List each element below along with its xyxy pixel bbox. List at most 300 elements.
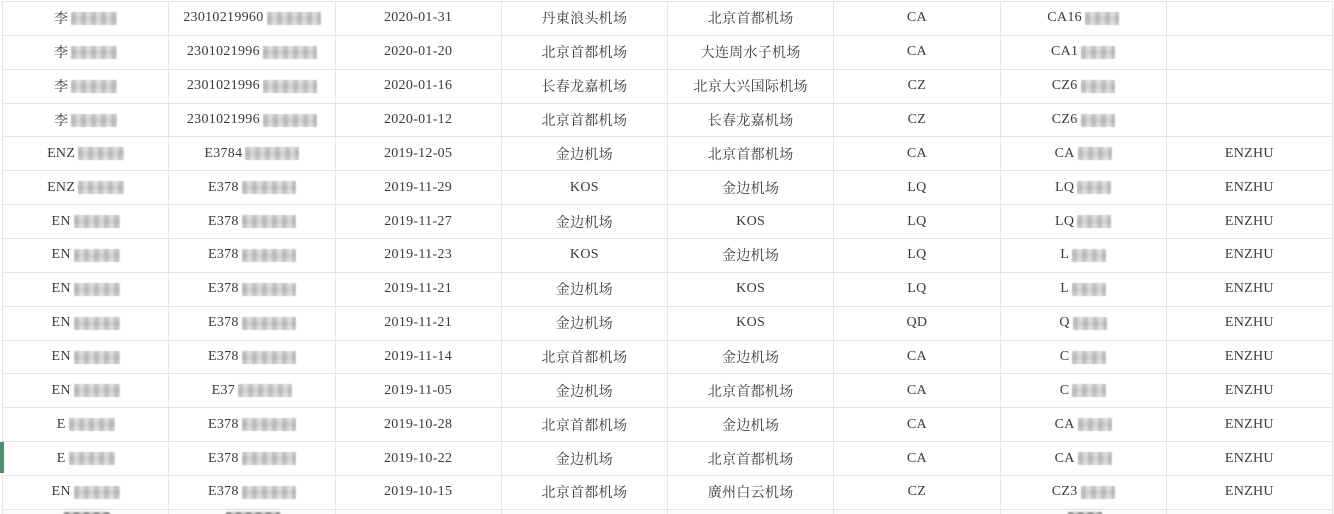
redacted-name-blob <box>74 486 120 499</box>
departure-airport-text: 北京首都机场 <box>541 351 628 367</box>
redacted-id-blob <box>263 80 317 93</box>
cell-passenger-code[interactable] <box>1167 171 1333 204</box>
airline-code-text: CA <box>906 44 927 60</box>
cell-airline-code[interactable] <box>834 307 1000 340</box>
redacted-flight-blob <box>1078 452 1112 465</box>
cell-flight-number[interactable] <box>1001 341 1167 374</box>
cell-passenger-code[interactable] <box>1167 341 1333 374</box>
cell-flight-number[interactable] <box>1001 239 1167 272</box>
departure-airport-text: 金边机场 <box>555 317 613 333</box>
flight-date-text: 2019-11-21 <box>384 315 453 331</box>
cell-airline-code[interactable] <box>834 36 1000 69</box>
airline-code-text: QD <box>906 315 928 331</box>
cell-flight-number[interactable] <box>1001 510 1167 514</box>
cell-arrival-airport[interactable] <box>668 510 834 514</box>
arrival-airport-text: 北京首都机场 <box>707 452 794 468</box>
flight-date-text: 2020-01-20 <box>383 44 453 60</box>
cell-flight-date[interactable] <box>336 104 502 137</box>
airline-code-text: CA <box>906 349 927 365</box>
arrival-airport-text: 金边机场 <box>722 249 780 265</box>
document-number-text: E378 <box>207 450 239 466</box>
departure-airport-text: KOS <box>569 247 599 263</box>
redacted-name-blob <box>74 283 120 296</box>
passenger-code-text: ENZHU <box>1224 416 1274 432</box>
cell-passenger-code[interactable] <box>1167 36 1333 69</box>
flight-date-text: 2019-10-28 <box>383 416 453 432</box>
flight-number-text: CA <box>1054 416 1075 432</box>
flight-number-text: C <box>1059 349 1070 365</box>
redacted-name-blob <box>74 317 120 330</box>
cell-arrival-airport[interactable] <box>668 137 834 170</box>
cell-arrival-airport[interactable] <box>668 239 834 272</box>
redacted-name-blob <box>71 80 117 93</box>
flight-date-text: 2019-11-27 <box>384 213 453 229</box>
redacted-flight-blob <box>1073 317 1107 330</box>
cell-departure-airport[interactable] <box>502 137 668 170</box>
cell-flight-date[interactable] <box>336 205 502 238</box>
document-number-text: 2301021996 <box>186 44 260 60</box>
document-number-text: 2301021996 <box>186 78 260 94</box>
cell-passenger-code[interactable] <box>1167 374 1333 407</box>
cell-flight-date[interactable] <box>336 307 502 340</box>
cell-flight-number[interactable] <box>1001 408 1167 441</box>
cell-passenger-code[interactable] <box>1167 442 1333 475</box>
redacted-name-blob <box>74 249 120 262</box>
airline-code-text: CZ <box>907 484 927 500</box>
flight-date-text: 2019-11-21 <box>384 281 453 297</box>
redacted-name-blob <box>74 384 120 397</box>
cell-passenger-name[interactable] <box>3 104 169 137</box>
flight-number-text: C <box>1059 382 1070 398</box>
departure-airport-text: 北京首都机场 <box>541 418 628 434</box>
cell-document-number[interactable] <box>169 2 335 35</box>
cell-document-number[interactable] <box>169 137 335 170</box>
redacted-flight-blob <box>1085 12 1119 25</box>
passenger-name-text: ENZ <box>47 145 76 161</box>
cell-document-number[interactable] <box>169 70 335 103</box>
redacted-name-blob <box>74 215 120 228</box>
cell-document-number[interactable] <box>169 374 335 407</box>
cell-flight-date[interactable] <box>336 239 502 272</box>
flight-number-text: Q <box>1059 315 1070 331</box>
cell-arrival-airport[interactable] <box>668 104 834 137</box>
redacted-name-blob <box>78 147 124 160</box>
document-number-text: E378 <box>207 349 239 365</box>
redacted-name-blob <box>71 114 117 127</box>
flight-number-text: CZ6 <box>1051 78 1078 94</box>
passenger-name-text: EN <box>51 349 71 365</box>
redacted-id-blob <box>263 114 317 127</box>
passenger-name-text: 李 <box>53 12 69 28</box>
arrival-airport-text: 北京大兴国际机场 <box>693 80 808 96</box>
table-row[interactable] <box>3 476 1333 510</box>
cell-document-number[interactable] <box>169 510 335 514</box>
flight-date-text: 2019-10-22 <box>383 450 453 466</box>
passenger-name-text: 李 <box>53 80 69 96</box>
arrival-airport-text: KOS <box>736 213 766 229</box>
departure-airport-text: KOS <box>569 179 599 195</box>
redacted-name-blob <box>78 181 124 194</box>
cell-flight-number[interactable] <box>1001 307 1167 340</box>
departure-airport-text: 北京首都机场 <box>541 486 628 502</box>
cell-passenger-code[interactable] <box>1167 510 1333 514</box>
passenger-name-text: EN <box>51 247 71 263</box>
cell-passenger-code[interactable] <box>1167 307 1333 340</box>
cell-airline-code[interactable] <box>834 510 1000 514</box>
passenger-name-text: EN <box>51 315 71 331</box>
cell-passenger-name[interactable] <box>3 36 169 69</box>
departure-airport-text: 金边机场 <box>555 452 613 468</box>
cell-passenger-name[interactable] <box>3 442 169 475</box>
cell-flight-date[interactable] <box>336 36 502 69</box>
flight-date-text: 2019-11-29 <box>384 179 453 195</box>
cell-arrival-airport[interactable] <box>668 476 834 509</box>
cell-flight-date[interactable] <box>336 70 502 103</box>
cell-airline-code[interactable] <box>834 171 1000 204</box>
flight-number-text: CA1 <box>1050 44 1079 60</box>
airline-code-text: CA <box>906 382 927 398</box>
cell-passenger-name[interactable] <box>3 476 169 509</box>
arrival-airport-text: KOS <box>736 281 766 297</box>
cell-passenger-name[interactable] <box>3 273 169 306</box>
flight-number-text: CA <box>1054 145 1075 161</box>
cell-passenger-name[interactable] <box>3 408 169 441</box>
passenger-code-text: ENZHU <box>1224 484 1274 500</box>
redacted-flight-blob <box>1072 283 1106 296</box>
cell-flight-date[interactable] <box>336 510 502 514</box>
cell-arrival-airport[interactable] <box>668 408 834 441</box>
arrival-airport-text: 北京首都机场 <box>707 147 794 163</box>
cell-arrival-airport[interactable] <box>668 2 834 35</box>
passenger-code-text: ENZHU <box>1224 281 1274 297</box>
flight-number-text: L <box>1060 281 1070 297</box>
flight-number-text: CZ3 <box>1051 484 1078 500</box>
cell-passenger-code[interactable] <box>1167 205 1333 238</box>
cell-passenger-code[interactable] <box>1167 2 1333 35</box>
selected-row-indicator <box>0 442 4 473</box>
redacted-id-blob <box>242 317 296 330</box>
passenger-name-text: EN <box>51 382 71 398</box>
passenger-code-text: ENZHU <box>1224 315 1274 331</box>
cell-flight-number[interactable] <box>1001 374 1167 407</box>
cell-departure-airport[interactable] <box>502 408 668 441</box>
cell-document-number[interactable] <box>169 36 335 69</box>
table-row-partial[interactable] <box>3 510 1333 514</box>
cell-document-number[interactable] <box>169 205 335 238</box>
document-number-text: E378 <box>207 179 239 195</box>
passenger-name-text: EN <box>51 281 71 297</box>
cell-arrival-airport[interactable] <box>668 307 834 340</box>
cell-arrival-airport[interactable] <box>668 273 834 306</box>
cell-arrival-airport[interactable] <box>668 341 834 374</box>
cell-flight-date[interactable] <box>336 171 502 204</box>
cell-departure-airport[interactable] <box>502 171 668 204</box>
cell-airline-code[interactable] <box>834 205 1000 238</box>
cell-departure-airport[interactable] <box>502 476 668 509</box>
cell-departure-airport[interactable] <box>502 70 668 103</box>
redacted-id-blob <box>242 215 296 228</box>
cell-departure-airport[interactable] <box>502 2 668 35</box>
cell-arrival-airport[interactable] <box>668 36 834 69</box>
cell-passenger-name[interactable] <box>3 137 169 170</box>
cell-flight-date[interactable] <box>336 374 502 407</box>
redacted-flight-blob <box>1081 46 1115 59</box>
cell-airline-code[interactable] <box>834 70 1000 103</box>
passenger-name-text: E <box>56 416 66 432</box>
cell-document-number[interactable] <box>169 239 335 272</box>
cell-passenger-name[interactable] <box>3 2 169 35</box>
flight-date-text: 2019-10-15 <box>383 484 453 500</box>
passenger-name-text: EN <box>51 213 71 229</box>
table-row[interactable] <box>3 36 1333 70</box>
cell-passenger-code[interactable] <box>1167 104 1333 137</box>
redacted-flight-blob <box>1077 215 1111 228</box>
arrival-airport-text: KOS <box>736 315 766 331</box>
redacted-name-blob <box>69 452 115 465</box>
cell-departure-airport[interactable] <box>502 510 668 514</box>
airline-code-text: LQ <box>907 281 927 297</box>
table-row[interactable] <box>3 70 1333 104</box>
cell-passenger-code[interactable] <box>1167 239 1333 272</box>
redacted-flight-blob <box>1078 147 1112 160</box>
cell-passenger-name[interactable] <box>3 70 169 103</box>
table-grid <box>2 1 1333 514</box>
cell-departure-airport[interactable] <box>502 341 668 374</box>
redacted-name-blob <box>74 351 120 364</box>
redacted-flight-blob <box>1081 114 1115 127</box>
passenger-name-text: E <box>56 450 66 466</box>
cell-departure-airport[interactable] <box>502 104 668 137</box>
passenger-code-text: ENZHU <box>1224 213 1274 229</box>
flight-date-text: 2019-11-14 <box>384 349 453 365</box>
redacted-id-blob <box>242 351 296 364</box>
departure-airport-text: 长春龙嘉机场 <box>541 80 628 96</box>
cell-flight-date[interactable] <box>336 273 502 306</box>
cell-document-number[interactable] <box>169 442 335 475</box>
cell-passenger-code[interactable] <box>1167 70 1333 103</box>
cell-airline-code[interactable] <box>834 137 1000 170</box>
table-row[interactable] <box>3 307 1333 341</box>
cell-flight-date[interactable] <box>336 2 502 35</box>
flight-number-text: CA16 <box>1047 10 1082 26</box>
cell-departure-airport[interactable] <box>502 442 668 475</box>
cell-flight-date[interactable] <box>336 341 502 374</box>
cell-flight-number[interactable] <box>1001 70 1167 103</box>
cell-flight-number[interactable] <box>1001 137 1167 170</box>
cell-passenger-code[interactable] <box>1167 408 1333 441</box>
redacted-id-blob <box>242 486 296 499</box>
cell-passenger-name[interactable] <box>3 205 169 238</box>
redacted-id-blob <box>242 181 296 194</box>
document-number-text: E378 <box>207 315 239 331</box>
flight-number-text: CA <box>1054 450 1075 466</box>
arrival-airport-text: 金边机场 <box>722 351 780 367</box>
cell-arrival-airport[interactable] <box>668 442 834 475</box>
table-row[interactable] <box>3 104 1333 138</box>
cell-airline-code[interactable] <box>834 476 1000 509</box>
passenger-code-text: ENZHU <box>1224 179 1274 195</box>
departure-airport-text: 金边机场 <box>555 384 613 400</box>
cell-document-number[interactable] <box>169 476 335 509</box>
cell-flight-number[interactable] <box>1001 36 1167 69</box>
redacted-id-blob <box>242 249 296 262</box>
flight-number-text: LQ <box>1054 213 1075 229</box>
flight-date-text: 2020-01-31 <box>383 10 453 26</box>
redacted-name-blob <box>69 418 115 431</box>
airline-code-text: LQ <box>907 247 927 263</box>
flight-number-text: L <box>1060 247 1070 263</box>
table-row[interactable] <box>3 442 1333 476</box>
arrival-airport-text: 廣州白云机场 <box>707 486 794 502</box>
table-row[interactable] <box>3 2 1333 36</box>
table-row[interactable] <box>3 239 1333 273</box>
redacted-name-blob <box>71 12 117 25</box>
passenger-name-text: 李 <box>53 114 69 129</box>
cell-arrival-airport[interactable] <box>668 205 834 238</box>
table-row[interactable] <box>3 137 1333 171</box>
cell-airline-code[interactable] <box>834 239 1000 272</box>
departure-airport-text: 金边机场 <box>555 147 613 163</box>
cell-flight-number[interactable] <box>1001 104 1167 137</box>
flight-date-text: 2019-12-05 <box>383 145 453 161</box>
flight-number-text: LQ <box>1054 179 1075 195</box>
passenger-code-text: ENZHU <box>1224 247 1274 263</box>
airline-code-text: LQ <box>907 179 927 195</box>
cell-flight-number[interactable] <box>1001 205 1167 238</box>
cell-airline-code[interactable] <box>834 408 1000 441</box>
flight-date-text: 2019-11-23 <box>384 247 453 263</box>
airline-code-text: CA <box>906 145 927 161</box>
cell-flight-number[interactable] <box>1001 2 1167 35</box>
cell-passenger-name[interactable] <box>3 374 169 407</box>
cell-document-number[interactable] <box>169 408 335 441</box>
cell-flight-date[interactable] <box>336 442 502 475</box>
redacted-flight-blob <box>1072 351 1106 364</box>
document-number-text: E378 <box>207 213 239 229</box>
cell-arrival-airport[interactable] <box>668 374 834 407</box>
passenger-name-text: EN <box>51 484 71 500</box>
cell-departure-airport[interactable] <box>502 307 668 340</box>
cell-flight-number[interactable] <box>1001 171 1167 204</box>
redacted-flight-blob <box>1072 384 1106 397</box>
redacted-flight-blob <box>1072 249 1106 262</box>
cell-airline-code[interactable] <box>834 104 1000 137</box>
departure-airport-text: 金边机场 <box>555 283 613 299</box>
redacted-name-blob <box>71 46 117 59</box>
cell-passenger-code[interactable] <box>1167 273 1333 306</box>
cell-airline-code[interactable] <box>834 273 1000 306</box>
redacted-id-blob <box>263 46 317 59</box>
cell-airline-code[interactable] <box>834 341 1000 374</box>
passenger-code-text: ENZHU <box>1224 145 1274 161</box>
flight-number-text: CZ6 <box>1051 112 1078 127</box>
cell-departure-airport[interactable] <box>502 273 668 306</box>
airline-code-text: CZ <box>907 112 927 127</box>
redacted-flight-blob <box>1081 486 1115 499</box>
passenger-name-text: ENZ <box>47 179 76 195</box>
cell-flight-date[interactable] <box>336 476 502 509</box>
airline-code-text: CZ <box>907 78 927 94</box>
passenger-code-text: ENZHU <box>1224 382 1274 398</box>
airline-code-text: CA <box>906 450 927 466</box>
document-number-text: E378 <box>207 281 239 297</box>
table-row[interactable] <box>3 273 1333 307</box>
cell-passenger-name[interactable] <box>3 307 169 340</box>
table-row[interactable] <box>3 408 1333 442</box>
arrival-airport-text: 北京首都机场 <box>707 12 794 28</box>
document-number-text: E3784 <box>204 145 243 161</box>
document-number-text: E378 <box>207 484 239 500</box>
cell-document-number[interactable] <box>169 307 335 340</box>
cell-passenger-name[interactable] <box>3 510 169 514</box>
table-row[interactable] <box>3 374 1333 408</box>
redacted-id-blob <box>242 452 296 465</box>
cell-arrival-airport[interactable] <box>668 70 834 103</box>
table-row[interactable] <box>3 205 1333 239</box>
redacted-id-blob <box>242 283 296 296</box>
cell-airline-code[interactable] <box>834 442 1000 475</box>
cell-departure-airport[interactable] <box>502 205 668 238</box>
flight-date-text: 2020-01-16 <box>383 78 453 94</box>
cell-departure-airport[interactable] <box>502 36 668 69</box>
departure-airport-text: 金边机场 <box>555 215 613 231</box>
cell-airline-code[interactable] <box>834 374 1000 407</box>
cell-document-number[interactable] <box>169 171 335 204</box>
cell-document-number[interactable] <box>169 273 335 306</box>
document-number-text: 2301021996 <box>186 112 260 127</box>
cell-document-number[interactable] <box>169 341 335 374</box>
passenger-code-text: ENZHU <box>1224 450 1274 466</box>
redacted-id-blob <box>267 12 321 25</box>
arrival-airport-text: 金边机场 <box>722 418 780 434</box>
redacted-id-blob <box>238 384 292 397</box>
cell-flight-number[interactable] <box>1001 476 1167 509</box>
flight-date-text: 2019-11-05 <box>384 382 453 398</box>
cell-departure-airport[interactable] <box>502 374 668 407</box>
airline-code-text: CA <box>906 10 927 26</box>
redacted-id-blob <box>245 147 299 160</box>
cell-arrival-airport[interactable] <box>668 171 834 204</box>
redacted-flight-blob <box>1078 418 1112 431</box>
cell-passenger-name[interactable] <box>3 171 169 204</box>
airline-code-text: CA <box>906 416 927 432</box>
table-row[interactable] <box>3 171 1333 205</box>
cell-flight-number[interactable] <box>1001 273 1167 306</box>
table-row[interactable] <box>3 341 1333 375</box>
cell-passenger-code[interactable] <box>1167 137 1333 170</box>
redacted-flight-blob <box>1081 80 1115 93</box>
document-number-text: E378 <box>207 416 239 432</box>
cell-flight-date[interactable] <box>336 408 502 441</box>
document-number-text: 23010219960 <box>183 10 264 26</box>
cell-passenger-name[interactable] <box>3 341 169 374</box>
passenger-code-text: ENZHU <box>1224 349 1274 365</box>
departure-airport-text: 北京首都机场 <box>541 114 628 129</box>
redacted-flight-blob <box>1077 181 1111 194</box>
cell-departure-airport[interactable] <box>502 239 668 272</box>
cell-flight-number[interactable] <box>1001 442 1167 475</box>
cell-airline-code[interactable] <box>834 2 1000 35</box>
document-number-text: E378 <box>207 247 239 263</box>
cell-passenger-code[interactable] <box>1167 476 1333 509</box>
cell-flight-date[interactable] <box>336 137 502 170</box>
document-number-text: E37 <box>211 382 236 398</box>
departure-airport-text: 北京首都机场 <box>541 46 628 62</box>
arrival-airport-text: 大连周水子机场 <box>700 46 801 62</box>
cell-document-number[interactable] <box>169 104 335 137</box>
cell-passenger-name[interactable] <box>3 239 169 272</box>
redacted-id-blob <box>242 418 296 431</box>
